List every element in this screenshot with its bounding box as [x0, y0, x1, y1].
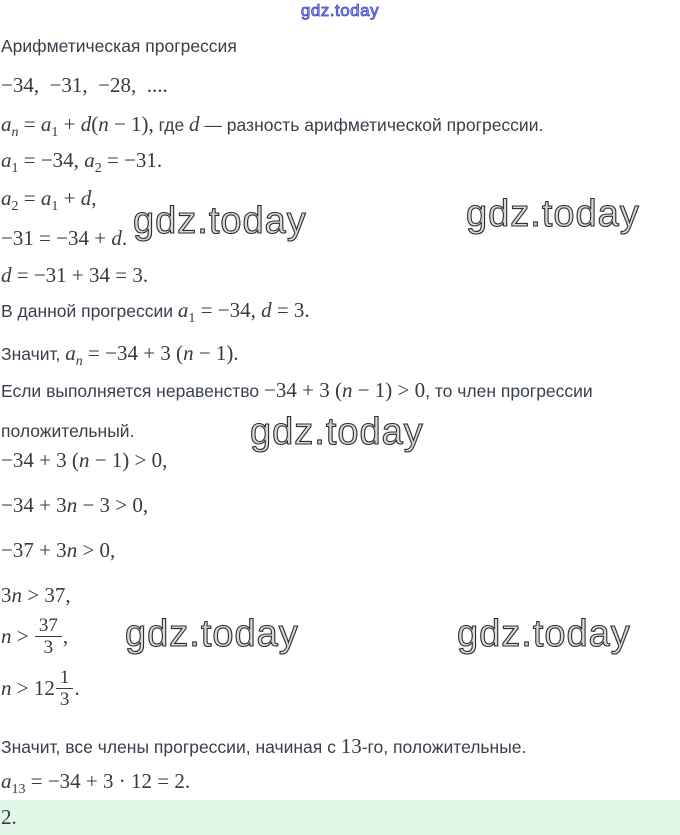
math-segment: −34 + 3 (: [264, 378, 342, 402]
math-segment: = −31.: [101, 148, 163, 172]
solution-line: [1, 537, 115, 566]
fraction: $\frac{1}{3}$: [56, 667, 74, 711]
watermark-text: gdz.today: [250, 411, 424, 453]
math-variable: n: [78, 448, 90, 472]
math-subscript: 13: [11, 782, 26, 797]
math-segment: (: [91, 112, 99, 136]
math-segment: − 1) > 0: [352, 378, 426, 402]
math-segment: −34 + 3: [1, 493, 67, 517]
math-variable: d: [80, 186, 92, 210]
math-segment: >: [11, 624, 34, 648]
solution-line: [1, 225, 127, 254]
math-segment: 3: [1, 583, 12, 607]
solution-line: [1, 492, 148, 521]
math-subscript: 1: [51, 199, 59, 214]
math-variable: n: [1, 624, 12, 648]
math-segment: −34, −31, −28, ....: [1, 73, 168, 97]
text-segment: Если выполняется неравенство: [1, 381, 265, 401]
math-segment: =: [18, 112, 41, 136]
math-subscript: 1: [11, 161, 19, 176]
math-variable: a: [1, 148, 12, 172]
math-variable: n: [11, 583, 22, 607]
math-subscript: n: [75, 354, 83, 369]
math-segment: − 3 > 0,: [77, 493, 149, 517]
math-segment: 13: [340, 734, 362, 758]
math-segment: =: [18, 186, 41, 210]
math-variable: a: [40, 112, 52, 136]
math-segment: = −34,: [195, 298, 262, 322]
math-variable: d: [261, 298, 272, 322]
math-segment: = −34 + 3 (: [82, 341, 184, 365]
math-variable: d: [111, 226, 122, 250]
text-segment: Значит,: [1, 344, 66, 364]
solution-line: [1, 297, 310, 332]
solution-line: [1, 768, 190, 803]
math-subscript: n: [11, 125, 19, 140]
solution-line: [1, 377, 593, 406]
math-variable: a: [1, 112, 12, 136]
math-variable: d: [1, 263, 12, 287]
site-logo: gdz.today: [300, 1, 380, 20]
math-segment: +: [58, 186, 81, 210]
math-segment: > 37,: [22, 583, 71, 607]
math-variable: a: [177, 298, 189, 322]
text-segment: где: [153, 115, 190, 135]
watermark-text: gdz.today: [133, 200, 307, 242]
solution-line: [1, 33, 237, 61]
text-segment: Арифметическая прогрессия: [1, 36, 237, 56]
math-variable: a: [84, 148, 95, 172]
solution-line: [1, 733, 526, 762]
math-segment: = −34,: [18, 148, 85, 172]
math-segment: .: [121, 226, 128, 250]
math-variable: d: [189, 112, 200, 136]
text-segment: Значит, все члены прогрессии, начиная с: [1, 737, 341, 757]
math-segment: +: [58, 112, 81, 136]
math-variable: n: [66, 493, 78, 517]
text-segment: — разность арифметической прогрессии.: [199, 115, 544, 135]
math-variable: d: [80, 112, 92, 136]
solution-line: [1, 418, 134, 446]
solution-line: [1, 804, 17, 833]
math-subscript: 2: [94, 161, 102, 176]
solution-line: [1, 147, 162, 182]
math-segment: = −31 + 34 = 3.: [11, 263, 149, 287]
math-segment: −34 + 3 (: [1, 448, 79, 472]
solution-line: [1, 447, 167, 476]
math-subscript: 1: [51, 125, 59, 140]
math-segment: − 1) > 0,: [89, 448, 168, 472]
math-segment: > 0,: [77, 538, 116, 562]
watermark-text: gdz.today: [466, 193, 640, 235]
math-variable: a: [65, 341, 76, 365]
solution-line: [1, 185, 96, 220]
math-segment: ,: [62, 624, 69, 648]
math-segment: = 3.: [271, 298, 310, 322]
watermark-text: gdz.today: [125, 613, 299, 655]
solution-line: [1, 72, 168, 101]
math-segment: ,: [91, 186, 97, 210]
solution-line: [1, 617, 68, 661]
math-variable: a: [1, 769, 12, 793]
solution-line: [1, 262, 148, 291]
math-subscript: 1: [188, 311, 196, 326]
math-variable: a: [1, 186, 12, 210]
math-variable: n: [183, 341, 194, 365]
math-segment: − 1).: [193, 341, 239, 365]
fraction: $\frac{37}{3}$: [35, 615, 62, 659]
math-segment: −31 = −34 +: [1, 226, 112, 250]
math-segment: − 1),: [108, 112, 154, 136]
watermark-text: gdz.today: [457, 613, 631, 655]
solution-line: [1, 340, 239, 375]
math-subscript: 2: [11, 199, 19, 214]
text-segment: положительный.: [1, 421, 135, 441]
math-segment: 2.: [1, 805, 17, 829]
solution-line: [1, 111, 543, 146]
math-variable: n: [341, 378, 353, 402]
math-segment: −37 + 3: [1, 538, 67, 562]
math-variable: n: [98, 112, 109, 136]
text-segment: В данной прогрессии: [1, 301, 178, 321]
math-segment: .: [74, 676, 80, 700]
math-variable: n: [1, 676, 12, 700]
math-segment: = −34 + 3 · 12 = 2.: [25, 769, 191, 793]
solution-line: [1, 669, 80, 713]
text-segment: , то член прогрессии: [425, 381, 593, 401]
math-variable: n: [66, 538, 78, 562]
text-segment: -го, положительные.: [361, 737, 527, 757]
math-segment: > 12: [11, 676, 55, 700]
solution-line: [1, 582, 71, 611]
math-variable: a: [40, 186, 52, 210]
